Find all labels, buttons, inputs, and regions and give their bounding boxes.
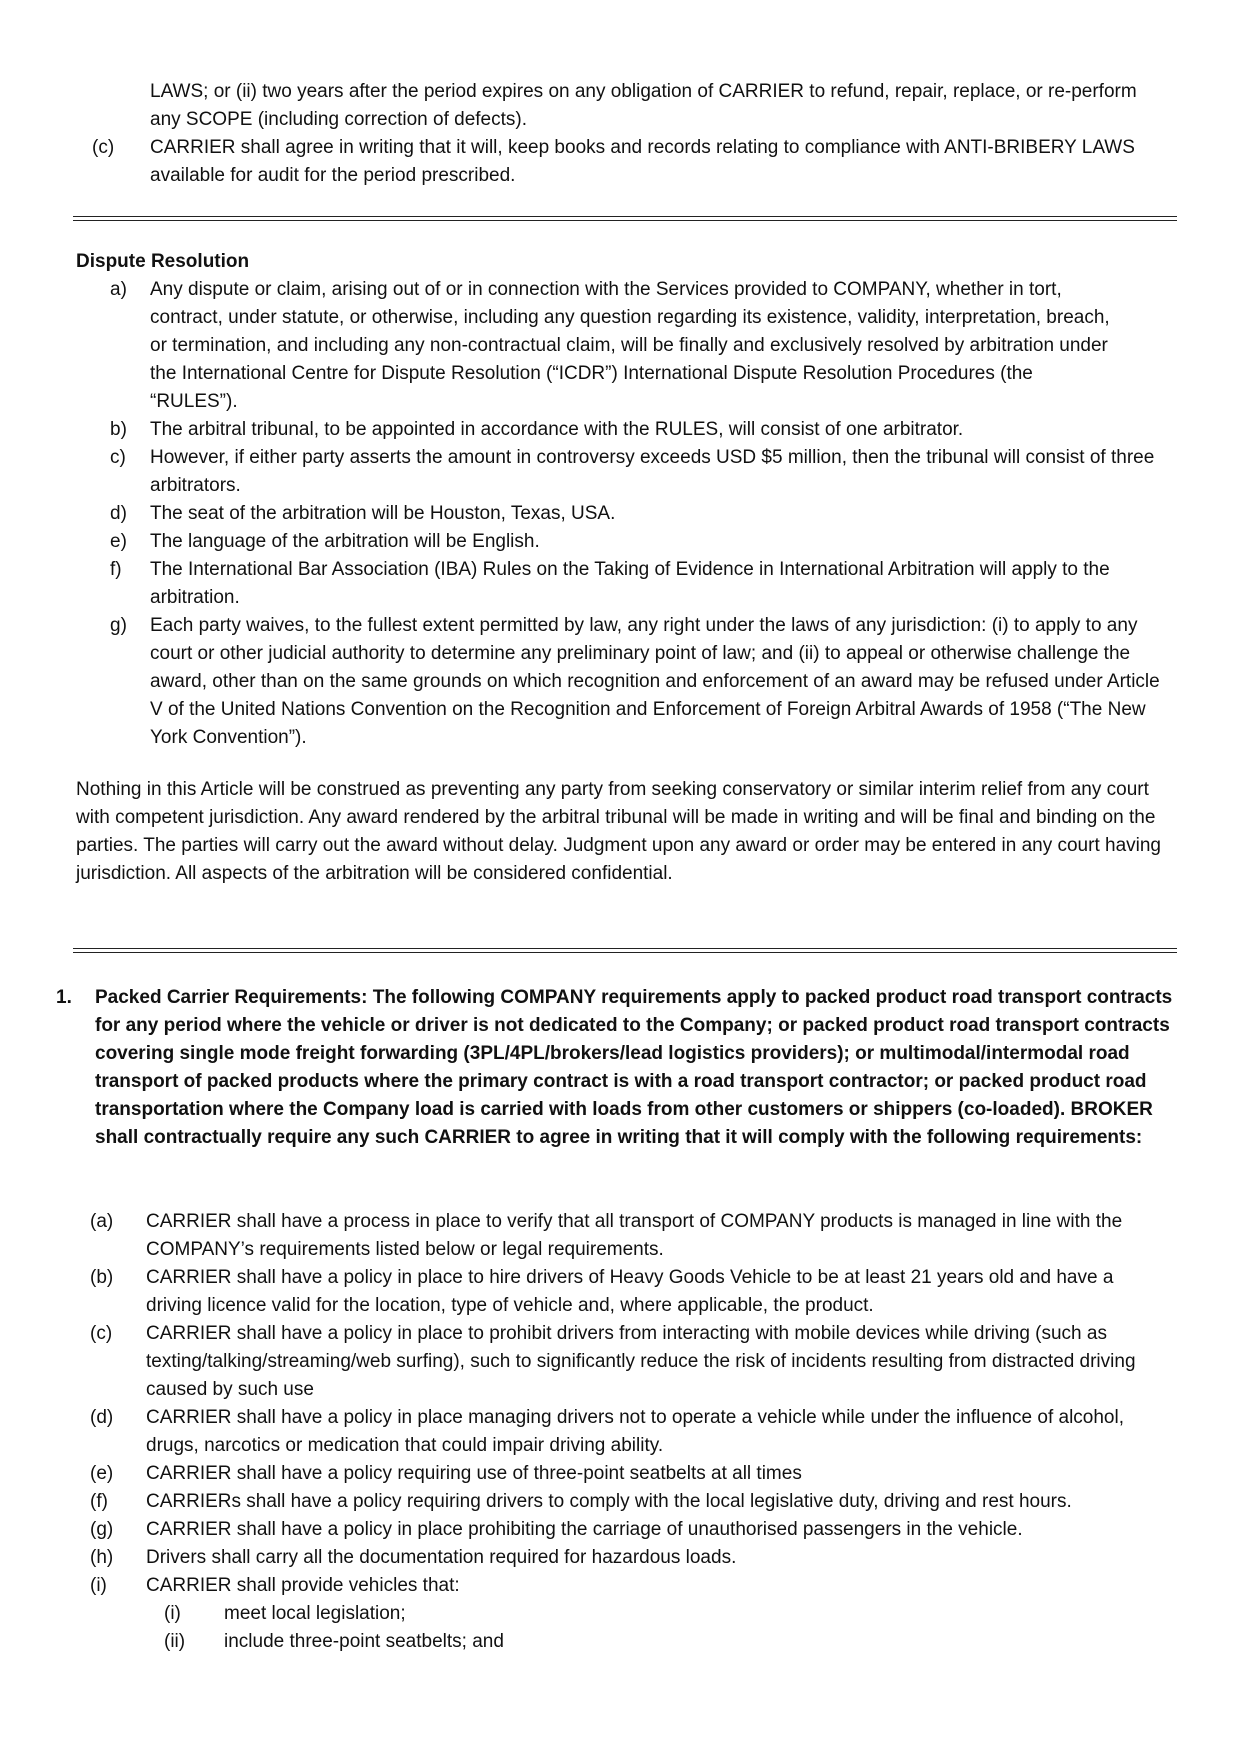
list-item xyxy=(90,1208,1170,1264)
list-item xyxy=(90,1572,1170,1600)
list-item-text: CARRIERs shall have a policy requiring drivers to comply with the local legislative duty, driving and rest hours. xyxy=(146,1491,1072,1512)
numbered-clause xyxy=(56,984,1186,1152)
list-marker: c) xyxy=(110,447,126,468)
list-marker: (d) xyxy=(90,1407,114,1428)
list-item xyxy=(90,1264,1170,1320)
list-item-text: CARRIER shall have a policy in place to prohibit drivers from interacting with mobile devices while driving (such as texting/talking/streaming/web surfing), such to significantly reduce the risk of incidents resulting from distracted driving caused by such use xyxy=(146,1323,1136,1400)
list-marker: (h) xyxy=(90,1547,114,1568)
list-item-text: However, if either party asserts the amount in controversy exceeds USD $5 million, then the tribunal will consist of three arbitrators. xyxy=(150,447,1155,496)
list-item xyxy=(90,1320,1170,1404)
list-item-text: CARRIER shall agree in writing that it will, keep books and records relating to compliance with ANTI-BRIBERY LAWS available for audit for the period prescribed. xyxy=(150,137,1135,186)
list-item xyxy=(110,500,1160,528)
list-item-text: CARRIER shall have a policy in place prohibiting the carriage of unauthorised passengers in the vehicle. xyxy=(146,1519,1023,1540)
list-marker: b) xyxy=(110,419,127,440)
list-item-text: The International Bar Association (IBA) Rules on the Taking of Evidence in International Arbitration will apply to the arbitration. xyxy=(150,559,1110,608)
list-item xyxy=(90,1460,1170,1488)
list-marker: (c) xyxy=(92,137,115,158)
list-item-text: Any dispute or claim, arising out of or in connection with the Services provided to COMPANY, whether in tort, contract, under statute, or otherwise, including any question regarding its existence, validity, interpretation, breach, or termination, and including any non-contractual claim, will be finally and exclusively resolved by arbitration under the International Centre for Dispute Resolution (“ICDR”) International Dispute Resolution Procedures (the “RULES”). xyxy=(150,279,1110,412)
section-divider xyxy=(73,216,1177,221)
anti-bribery-continuation: LAWS; or (ii) two years after the period expires on any obligation of CARRIER to refund, repair, replace, or re-perform any SCOPE (including correction of defects). xyxy=(150,81,1137,130)
sub-list-item xyxy=(90,1628,1170,1656)
list-item xyxy=(110,612,1160,752)
list-item xyxy=(92,134,1152,190)
list-item xyxy=(90,1516,1170,1544)
section-divider xyxy=(73,948,1177,953)
list-marker: (a) xyxy=(90,1211,114,1232)
list-item xyxy=(110,556,1160,612)
list-item-text: The seat of the arbitration will be Houston, Texas, USA. xyxy=(150,503,616,524)
dispute-closing-paragraph: Nothing in this Article will be construed as preventing any party from seeking conservatory or similar interim relief from any court with competent jurisdiction. Any award rendered by the arbitral tribunal will be made in writing and will be final and binding on the parties. The parties will carry out the award without delay. Judgment upon any award or order may be entered in any court having jurisdiction. All aspects of the arbitration will be considered confidential. xyxy=(76,779,1161,884)
list-item xyxy=(90,1488,1170,1516)
list-item xyxy=(110,528,1160,556)
section-heading: Dispute Resolution xyxy=(76,251,250,272)
list-marker: (b) xyxy=(90,1267,114,1288)
list-marker: (g) xyxy=(90,1519,114,1540)
list-marker: (i) xyxy=(90,1575,107,1596)
list-item-text: CARRIER shall have a policy requiring use of three-point seatbelts at all times xyxy=(146,1463,802,1484)
list-marker: e) xyxy=(110,531,127,552)
clause-number: 1. xyxy=(56,987,72,1008)
list-marker: (f) xyxy=(90,1491,108,1512)
list-item-text: The language of the arbitration will be English. xyxy=(150,531,540,552)
list-marker: (c) xyxy=(90,1323,113,1344)
list-item-text: CARRIER shall have a policy in place to hire drivers of Heavy Goods Vehicle to be at least 21 years old and have a driving licence valid for the location, type of vehicle and, where applicable, the product. xyxy=(146,1267,1114,1316)
packed-requirements-list xyxy=(90,1208,1170,1656)
list-marker: g) xyxy=(110,615,127,636)
list-item-text: Each party waives, to the fullest extent permitted by law, any right under the laws of any jurisdiction: (i) to apply to any court or other judicial authority to determine any preliminary point of law; and (ii) to appeal or otherwise challenge the award, other than on the same grounds on which recognition and enforcement of an award may be refused under Article V of the United Nations Convention on the Recognition and Enforcement of Foreign Arbitral Awards of 1958 (“The New York Convention”). xyxy=(150,615,1160,748)
list-item-text: CARRIER shall have a process in place to verify that all transport of COMPANY products is managed in line with the COMPANY’s requirements listed below or legal requirements. xyxy=(146,1211,1123,1260)
list-marker: f) xyxy=(110,559,122,580)
list-item xyxy=(90,1404,1170,1460)
list-item-text: The arbitral tribunal, to be appointed in accordance with the RULES, will consist of one arbitrator. xyxy=(150,419,964,440)
sub-list-marker: (i) xyxy=(164,1603,181,1624)
list-item xyxy=(90,1544,1170,1572)
sub-list-item-text: meet local legislation; xyxy=(224,1603,406,1624)
list-item-text: Drivers shall carry all the documentation required for hazardous loads. xyxy=(146,1547,737,1568)
list-item xyxy=(110,416,1160,444)
dispute-list xyxy=(110,276,1160,752)
list-item xyxy=(110,444,1160,500)
sub-list-marker: (ii) xyxy=(164,1631,186,1652)
list-item-text: CARRIER shall have a policy in place managing drivers not to operate a vehicle while under the influence of alcohol, drugs, narcotics or medication that could impair driving ability. xyxy=(146,1407,1124,1456)
list-marker: (e) xyxy=(90,1463,114,1484)
list-item-text: CARRIER shall provide vehicles that: xyxy=(146,1575,460,1596)
sub-list-item-text: include three-point seatbelts; and xyxy=(224,1631,504,1652)
clause-heading: Packed Carrier Requirements: The following COMPANY requirements apply to packed product road transport contracts for any period where the vehicle or driver is not dedicated to the Company; or packed product road transport contracts covering single mode freight forwarding (3PL/4PL/brokers/lead logistics providers); or multimodal/intermodal road transport of packed products where the primary contract is with a road transport contractor; or packed product road transportation where the Company load is carried with loads from other customers or shippers (co-loaded). BROKER shall contractually require any such CARRIER to agree in writing that it will comply with the following requirements: xyxy=(95,987,1173,1148)
sub-list-item xyxy=(90,1600,1170,1628)
list-marker: a) xyxy=(110,279,127,300)
list-item xyxy=(110,276,1160,416)
list-marker: d) xyxy=(110,503,127,524)
